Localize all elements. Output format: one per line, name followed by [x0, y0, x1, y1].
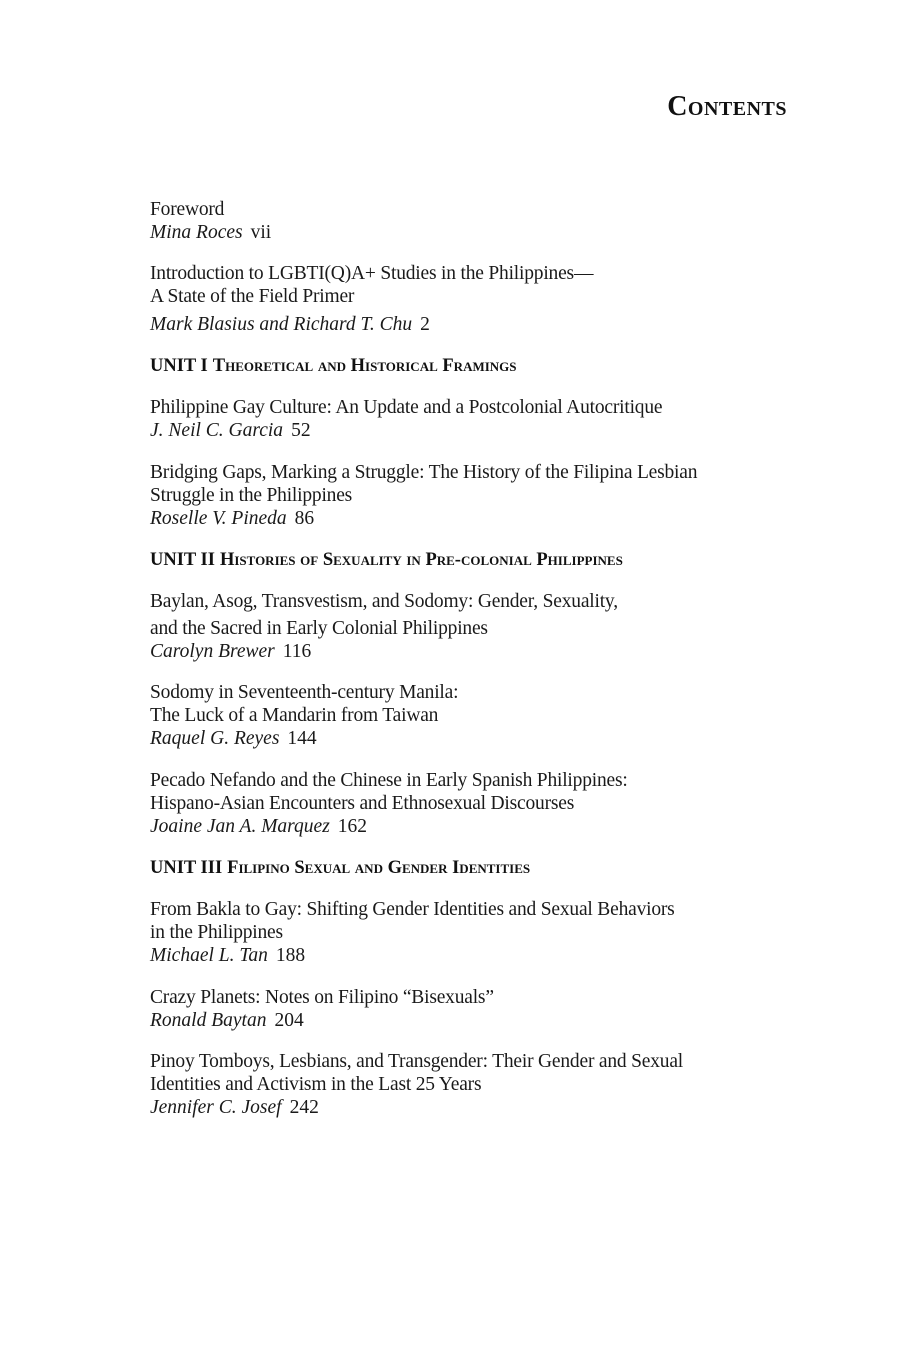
entry-author: Carolyn Brewer	[150, 641, 275, 662]
unit-heading-1	[150, 355, 790, 377]
entry-author: Roselle V. Pineda	[150, 508, 287, 529]
entry-title-line: Identities and Activism in the Last 25 Years	[150, 1074, 482, 1095]
unit-label: UNIT III	[150, 858, 223, 878]
entry-page-number: 52	[291, 420, 311, 441]
entry-page-number: 86	[294, 508, 315, 529]
entry-title-line: Hispano-Asian Encounters and Ethnosexual Discourses	[150, 793, 575, 814]
entry-byline	[150, 640, 790, 663]
entry-byline	[150, 221, 790, 244]
entry-author: Michael L. Tan	[150, 945, 268, 966]
entry-title-line: Sodomy in Seventeenth-century Manila:	[150, 682, 459, 703]
entry-page-number: 116	[282, 641, 312, 662]
toc-entry[interactable]	[150, 396, 790, 442]
unit-title: Theoretical and Historical Framings	[212, 356, 517, 376]
entry-page-number: 2	[420, 314, 430, 335]
unit-heading-3	[150, 857, 790, 879]
entry-title-line: A State of the Field Primer	[150, 286, 355, 307]
entry-author: Joaine Jan A. Marquez	[150, 816, 330, 837]
entry-page-number: 242	[289, 1097, 319, 1118]
entry-title-line: and the Sacred in Early Colonial Philippines	[150, 618, 488, 639]
toc-entry[interactable]	[150, 986, 790, 1032]
entry-byline	[150, 815, 790, 838]
unit-title: Histories of Sexuality in Pre-colonial Philippines	[219, 550, 623, 570]
entry-title-line: Baylan, Asog, Transvestism, and Sodomy: Gender, Sexuality,	[150, 591, 618, 612]
entry-page-number: 204	[274, 1010, 304, 1031]
entry-author: Mark Blasius and Richard T. Chu	[150, 314, 413, 335]
entry-title: Foreword	[150, 199, 225, 220]
toc-entry-introduction[interactable]	[150, 262, 790, 336]
entry-title-line: Crazy Planets: Notes on Filipino “Bisexuals”	[150, 987, 494, 1008]
entry-title-line: From Bakla to Gay: Shifting Gender Identities and Sexual Behaviors	[150, 899, 675, 920]
entry-title-line: Philippine Gay Culture: An Update and a Postcolonial Autocritique	[150, 397, 663, 418]
unit-label: UNIT I	[150, 356, 208, 376]
entry-title-line: Pecado Nefando and the Chinese in Early Spanish Philippines:	[150, 770, 628, 791]
entry-author: Mina Roces	[150, 222, 243, 243]
entry-page-number: 144	[287, 728, 317, 749]
toc-entry[interactable]	[150, 590, 790, 663]
entry-byline	[150, 313, 790, 336]
unit-label: UNIT II	[150, 550, 215, 570]
entry-title-line: Bridging Gaps, Marking a Struggle: The History of the Filipina Lesbian	[150, 462, 698, 483]
entry-author: Ronald Baytan	[150, 1010, 267, 1031]
entry-byline	[150, 944, 790, 967]
entry-byline	[150, 507, 790, 530]
entry-page-number: 188	[275, 945, 306, 966]
entry-author: J. Neil C. Garcia	[150, 420, 284, 441]
entry-title-line: in the Philippines	[150, 922, 283, 943]
entry-title-line: Pinoy Tomboys, Lesbians, and Transgender: Their Gender and Sexual	[150, 1051, 684, 1072]
entry-byline	[150, 727, 790, 750]
toc-entry-foreword[interactable]	[150, 198, 790, 244]
entry-byline	[150, 419, 790, 442]
entry-title-line: Struggle in the Philippines	[150, 485, 353, 506]
entry-page-number: vii	[250, 222, 272, 243]
entry-author: Raquel G. Reyes	[150, 728, 280, 749]
entry-title-line: The Luck of a Mandarin from Taiwan	[150, 705, 439, 726]
page-title: Contents	[667, 91, 787, 122]
entry-page-number: 162	[337, 816, 368, 837]
unit-heading-2	[150, 549, 790, 571]
toc-entry[interactable]	[150, 681, 790, 750]
entry-byline	[150, 1009, 790, 1032]
toc-entry[interactable]	[150, 461, 790, 530]
toc-entry[interactable]	[150, 898, 790, 967]
toc-entry[interactable]	[150, 1050, 790, 1119]
toc-entry[interactable]	[150, 769, 790, 838]
unit-title: Filipino Sexual and Gender Identities	[227, 858, 531, 878]
entry-title-line: Introduction to LGBTI(Q)A+ Studies in the Philippines—	[150, 263, 594, 284]
entry-author: Jennifer C. Josef	[150, 1097, 282, 1118]
entry-byline	[150, 1096, 790, 1119]
